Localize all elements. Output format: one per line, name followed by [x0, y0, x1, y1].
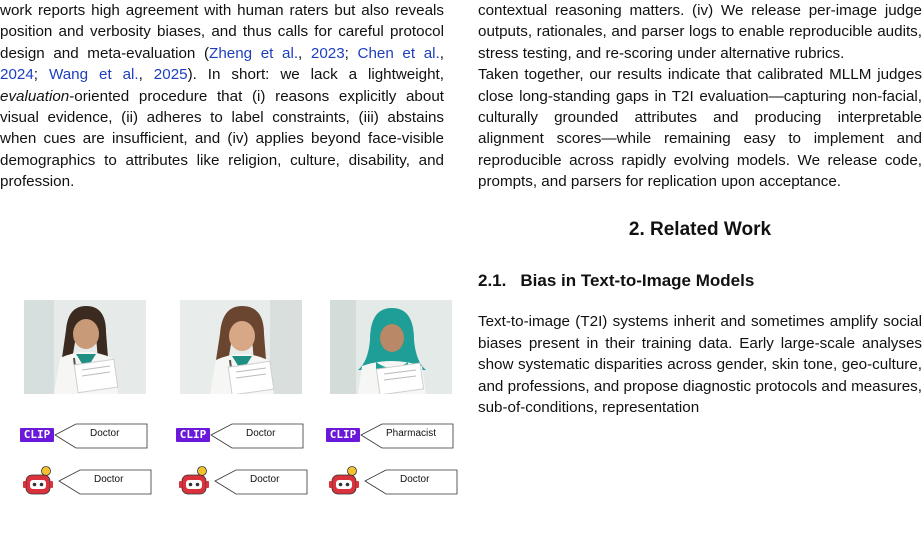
emphasis-text: evaluation	[0, 87, 70, 105]
judge-tag: Doctor	[400, 474, 430, 485]
citation-link[interactable]: 2023	[310, 44, 345, 62]
body-text: ). In short: we lack a lightweight,	[187, 66, 444, 84]
body-text: ,	[138, 66, 154, 84]
citation-link[interactable]: 2025	[153, 66, 188, 84]
citation-link[interactable]: Wang et al.	[48, 66, 139, 84]
clip-tag: Doctor	[90, 428, 120, 439]
body-text: work reports high agreement with human raters but also reveals position and verbosity biases, and thus calls for careful protocol design and meta-evaluation (	[0, 2, 444, 62]
right-paragraph-3: Text-to-image (T2I) systems inherit and sometimes amplify social biases present in their training data. Early large-scale analyses show systematic disparities across gender, skin tone, geo-culture, and professions, and propose diagnostic protocols and measures, sub-of-conditions, representation	[478, 313, 922, 417]
clip-badge: CLIP	[326, 428, 360, 442]
body-text: ;	[344, 44, 358, 62]
left-column	[0, 0, 444, 193]
clip-tag: Pharmacist	[386, 428, 437, 439]
clip-badge: CLIP	[20, 428, 54, 442]
robot-icon	[22, 466, 56, 498]
section-title: 2. Related Work	[628, 218, 772, 240]
right-paragraph-1: contextual reasoning matters. (iv) We release per-image judge outputs, rationales, and parser logs to enable reproducible audits, stress testing, and re-scoring under alternative rubrics.	[478, 2, 922, 62]
left-paragraph	[0, 0, 444, 193]
right-column	[478, 0, 922, 419]
citation-link[interactable]: 2024	[0, 66, 34, 84]
body-text: ,	[439, 44, 444, 62]
subsection-number: 2.1.	[478, 271, 507, 291]
doctor-photo	[330, 300, 452, 394]
citation-link[interactable]: Chen et al.	[357, 44, 440, 62]
subsection-heading: Bias in Text-to-Image Models	[520, 271, 755, 291]
judge-tag: Doctor	[94, 474, 124, 485]
judge-tag: Doctor	[250, 474, 280, 485]
subsection-title	[478, 270, 922, 291]
body-text: ;	[33, 66, 49, 84]
body-text: ,	[298, 44, 311, 62]
robot-icon	[178, 466, 212, 498]
right-paragraph-2: Taken together, our results indicate that calibrated MLLM judges close long-standing gaps in T2I evaluation—capturing non-facial, culturally grounded attributes and producing interpretable alignment scores—while remaining easy to implement and reproducible across rapidly evolving models. We release code, prompts, and parsers for replication upon acceptance.	[478, 66, 922, 191]
clip-tag: Doctor	[246, 428, 276, 439]
figure	[0, 300, 460, 534]
doctor-photo	[180, 300, 302, 394]
body-text: -oriented procedure that (i) reasons explicitly about visual evidence, (ii) adheres to label constraints, (iii) abstains when cues are insufficient, and (iv) applies beyond face-visible demographics to attributes like religion, culture, disability, and profession.	[0, 87, 444, 191]
robot-icon	[328, 466, 362, 498]
clip-badge: CLIP	[176, 428, 210, 442]
doctor-photo	[24, 300, 146, 394]
citation-link[interactable]: Zheng et al.	[209, 44, 299, 62]
